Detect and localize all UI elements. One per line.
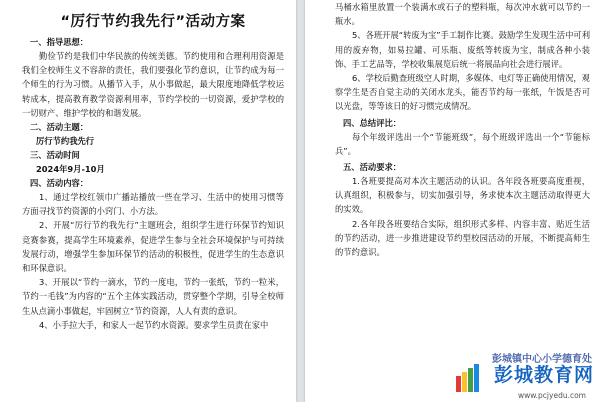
watermark-caption: 彭城镇中心小学德育处 <box>492 354 592 365</box>
section-heading-requirements: 五、活动要求： <box>343 162 402 173</box>
paragraph-content-2: 2、开展“厉行节约我先行”主题班会，组织学生进行环保节约知识竞赛参赛，提高学生环境素养，促进学生参与全社会环境保护与可持续发展行动，增强学生参加环保节约活动的积极性，促进学生的生态意识和环保意识。 <box>22 220 284 274</box>
watermark-brand: 彭城教育网 <box>493 364 594 386</box>
book-logo-icon <box>454 362 484 394</box>
theme-text: 厉行节约我先行 <box>36 136 95 147</box>
paragraph-requirement-1: 1.各班要提高对本次主题活动的认识。各年段各班要高度重视，认真组织，积极参与，切实加强引导，务求使本次主题活动取得更大的实效。 <box>335 176 590 215</box>
page-content <box>22 0 284 332</box>
paragraph-content-6: 6、学校后勤查班级空人时期，多媒体、电灯等正确使用情况，观察学生是否自觉主动的关闭水龙头，能否节约每一张纸，午饭是否可以光盘，等等该日的好习惯完成情况。 <box>335 73 590 112</box>
section-heading-content: 四、活动内容： <box>30 178 89 189</box>
time-text: 2024年9月-10月 <box>36 164 105 175</box>
section-heading-theme: 二、活动主题： <box>30 122 89 133</box>
paragraph-content-4: 4、小手拉大手，和家人一起节约水资源。要求学生员责在家中 <box>39 319 269 330</box>
watermark <box>450 350 600 402</box>
watermark-url: www.pcjyedu.com <box>517 391 586 400</box>
paragraph-content-3: 3、开展以“节约一滴水，节约一度电，节约一张纸，节约一粒米，节约一毛钱”为内容的“五个主体实践活动，贯穿整个学期，引导全校师生从点滴小事做起，牢固树立“节约资源，人人有责的意识。 <box>22 277 284 316</box>
section-heading-guiding: 一、指导思想： <box>30 37 89 47</box>
paragraph-content-5: 5、各班开展“转废为宝”手工制作比赛。鼓励学生发现生活中可利用的废弃物，如易拉罐、可乐瓶、废纸等转废为宝，制成各种小装饰、手工艺品等，学校收集展览后统一将展品向社会进行展评。 <box>335 30 590 69</box>
paragraph-summary: 每个年级评选出一个“节能班级”，每个班级评选出一个“节能标兵”。 <box>335 131 590 156</box>
document-title: “厉行节约我先行”活动方案 <box>60 14 246 30</box>
document-page-right <box>305 0 600 402</box>
paragraph-continued: 马桶水箱里放置一个装满水或石子的塑料瓶，每次冲水就可以节约一瓶水。 <box>335 2 590 27</box>
paragraph-content-1: 1、通过学校红领巾广播站播放一些在学习、生活中的使用习惯等方面寻找节约资源的小窍门、小方法。 <box>22 192 284 217</box>
page-content <box>335 0 590 259</box>
paragraph-guiding: 勤俭节约是我们中华民族的传统美德。节约使用和合理利用资源是我们全校师生义不容辞的责任，我们要强化节约意识，让节约成为每一个师生的行为习惯。从播节入手，从小事做起，最大限度地降低学校运转成本，提高教育教学资源利用率，节约学校的一切资源，爱护学校的一切财产、维护学校的和谐发展。 <box>22 51 284 118</box>
section-heading-time: 三、活动时间 <box>30 150 80 161</box>
paragraph-requirement-2: 2.各年段各班要结合实际，组织形式多样、内容丰富、贴近生活的节约活动，进一步推进建设节约型校园活动的开展，不断提高师生的节约意识。 <box>335 218 590 258</box>
section-heading-summary: 四、总结评比： <box>343 117 402 128</box>
document-page-left <box>0 0 296 402</box>
